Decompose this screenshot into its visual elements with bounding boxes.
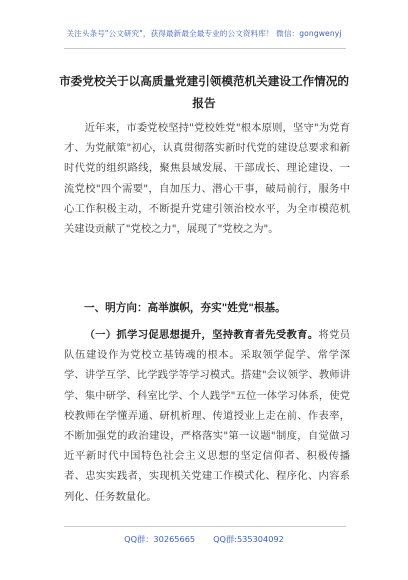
document-title (40, 70, 368, 114)
footer-divider (64, 526, 346, 527)
header-banner: 关注头条号"公文研究"，获得最新最全最专业的公文资料库！ 微信：gongwenyj (66, 29, 342, 38)
footer (0, 534, 408, 545)
footer-qq-group-2: QQ群:535304092 (213, 534, 284, 544)
header-divider (64, 48, 346, 49)
paragraph-intro: 近年来，市委党校坚持"党校姓党"根本原则，坚守"为党育才、为党献策"初心，认真贯彻落实新时代党的建设总要求和新时代党的组织路线，聚焦县域发展、干部成长、理论建设、一流党校"四个需要"，自加压力、潜心干事，破局前行，服务中心工作积极主动，不断提升党建引领治校水平，为全市模范机关建设贡献了"党校之力"，展现了"党校之为"。 (64, 122, 350, 236)
paragraph-section-1-1 (64, 325, 350, 507)
footer-qq-group-1: QQ群：30265665 (124, 534, 196, 544)
title-line-2: 报告 (192, 96, 216, 110)
paragraph-lead: （一）抓学习促思想提升，坚持教育者先受教育。 (84, 329, 319, 341)
paragraph-body: 将党员队伍建设作为党校立基铸魂的根本。采取领学促学、常学深学、讲学互学、比学践学等学习模式。搭建"会议领学、教师讲学、集中研学、科室比学、个人践学"五位一体学习体系，使党校教师在学懂弄通、研机析理、传道授业上走在前、作表率，不断加强党的政治建设，严格落实"第一议题"制度，自觉做习近平新时代中国特色社会主义思想的坚定信仰者、积极传播者、忠实实践者，实现机关党建工作模式化、程序化、内容系列化、任务数量化。 (64, 329, 351, 503)
section-heading-1: 一、明方向：高举旗帜，夯实"姓党"根基。 (84, 302, 286, 314)
title-line-1: 市委党校关于以高质量党建引领模范机关建设工作情况的 (59, 74, 349, 88)
